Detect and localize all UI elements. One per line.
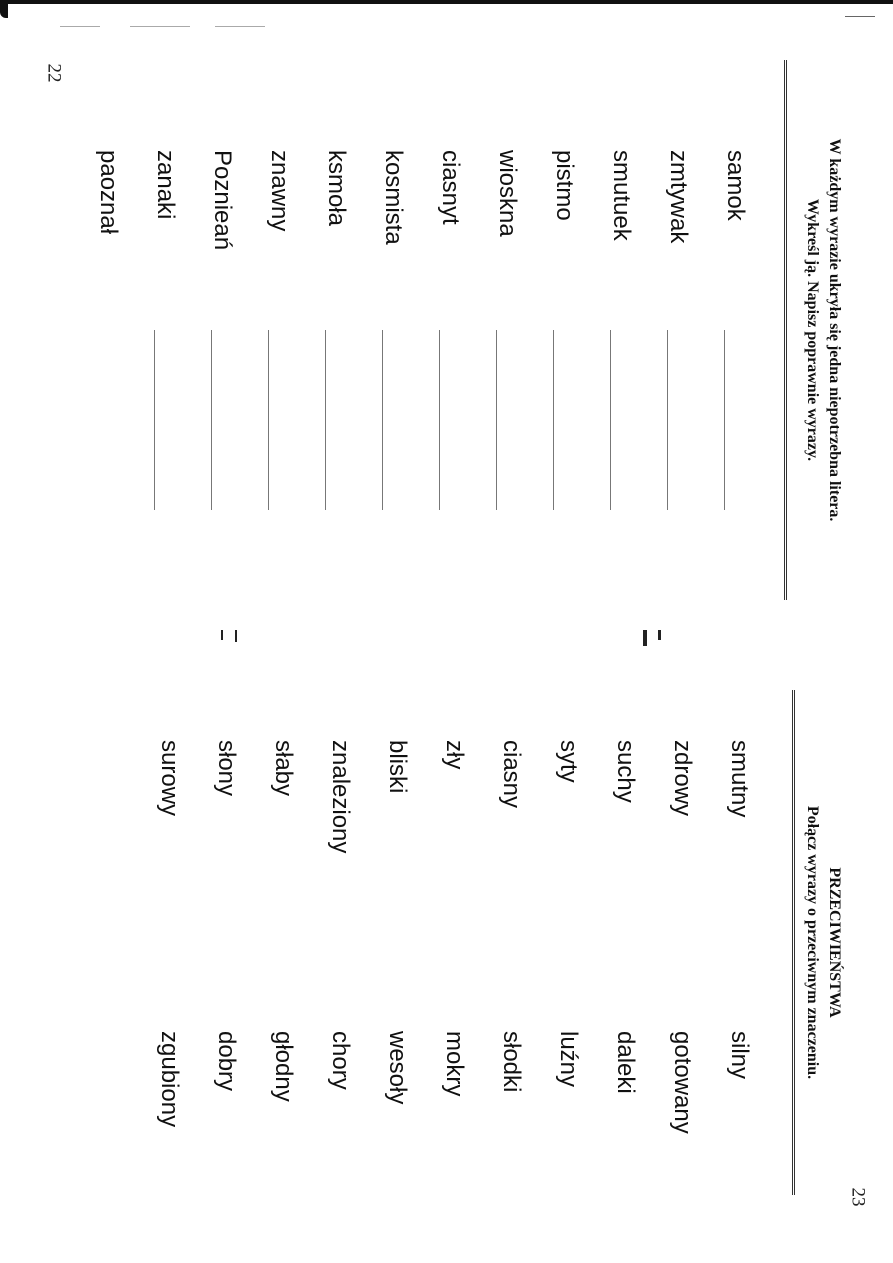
answer-line[interactable]: [382, 330, 383, 510]
word-item: samok: [722, 150, 749, 221]
left-word[interactable]: surowy: [156, 740, 183, 817]
scan-mark: [221, 630, 223, 640]
word-item: ksmoła: [323, 150, 350, 227]
left-word[interactable]: zły: [441, 740, 468, 770]
answer-line[interactable]: [325, 330, 326, 510]
answer-line[interactable]: [268, 330, 269, 510]
answer-line[interactable]: [724, 330, 725, 510]
left-word[interactable]: suchy: [612, 740, 639, 803]
section-rule: [784, 60, 787, 600]
answer-line[interactable]: [439, 330, 440, 510]
right-word[interactable]: luźny: [555, 1031, 582, 1088]
left-word[interactable]: bliski: [384, 740, 411, 794]
scan-mark: [235, 630, 237, 642]
right-word[interactable]: gotowany: [669, 1031, 696, 1134]
answer-line[interactable]: [610, 330, 611, 510]
exercise-opposites: [0, 690, 893, 1195]
left-word[interactable]: słaby: [270, 740, 297, 797]
word-item: kosmista: [380, 150, 407, 245]
scan-mark: [658, 630, 661, 640]
instruction-line-1: W każdym wyrazie ukryła się jedna niepotrzebna litera.: [826, 138, 843, 522]
answer-line[interactable]: [667, 330, 668, 510]
section-rule: [792, 690, 795, 1195]
word-item: pistmo: [551, 150, 578, 221]
word-item: smutuek: [608, 150, 635, 241]
left-word[interactable]: zdrowy: [669, 740, 696, 817]
exercise-title: PRZECIWIEŃSTWA: [826, 867, 843, 1018]
right-word[interactable]: zgubiony: [156, 1031, 183, 1128]
answer-line[interactable]: [211, 330, 212, 510]
exercise-instruction: Połącz wyrazy o przeciwnym znaczeniu.: [804, 805, 821, 1080]
right-word[interactable]: głodny: [270, 1031, 297, 1102]
right-word[interactable]: słodki: [498, 1031, 525, 1093]
page-number-right: 23: [847, 1187, 869, 1207]
right-word[interactable]: mokry: [441, 1031, 468, 1097]
left-word[interactable]: słony: [213, 740, 240, 797]
instruction-line-2: Wykreśl ją. Napisz poprawnie wyrazy.: [804, 198, 821, 462]
scan-mark: [643, 630, 647, 646]
left-word[interactable]: znaleziony: [327, 740, 354, 854]
word-item: paoznał: [95, 150, 122, 235]
word-item: Poznieań: [209, 150, 236, 251]
word-item: zmtywak: [665, 150, 692, 244]
word-item: zanaki: [152, 150, 179, 220]
left-word[interactable]: ciasny: [498, 740, 525, 809]
right-word[interactable]: silny: [726, 1031, 753, 1080]
right-word[interactable]: daleki: [612, 1031, 639, 1094]
exercise-hidden-letter: [0, 60, 893, 600]
answer-line[interactable]: [496, 330, 497, 510]
word-item: wioskna: [494, 150, 521, 237]
right-word[interactable]: chory: [327, 1031, 354, 1090]
answer-line[interactable]: [154, 330, 155, 510]
left-word[interactable]: syty: [555, 740, 582, 783]
left-word[interactable]: smutny: [726, 740, 753, 818]
word-item: ciasnyt: [437, 150, 464, 225]
page-number-left: 22: [43, 63, 65, 83]
right-word[interactable]: dobry: [213, 1031, 240, 1092]
answer-line[interactable]: [553, 330, 554, 510]
word-item: znawny: [266, 150, 293, 232]
right-word[interactable]: wesoły: [384, 1031, 411, 1105]
